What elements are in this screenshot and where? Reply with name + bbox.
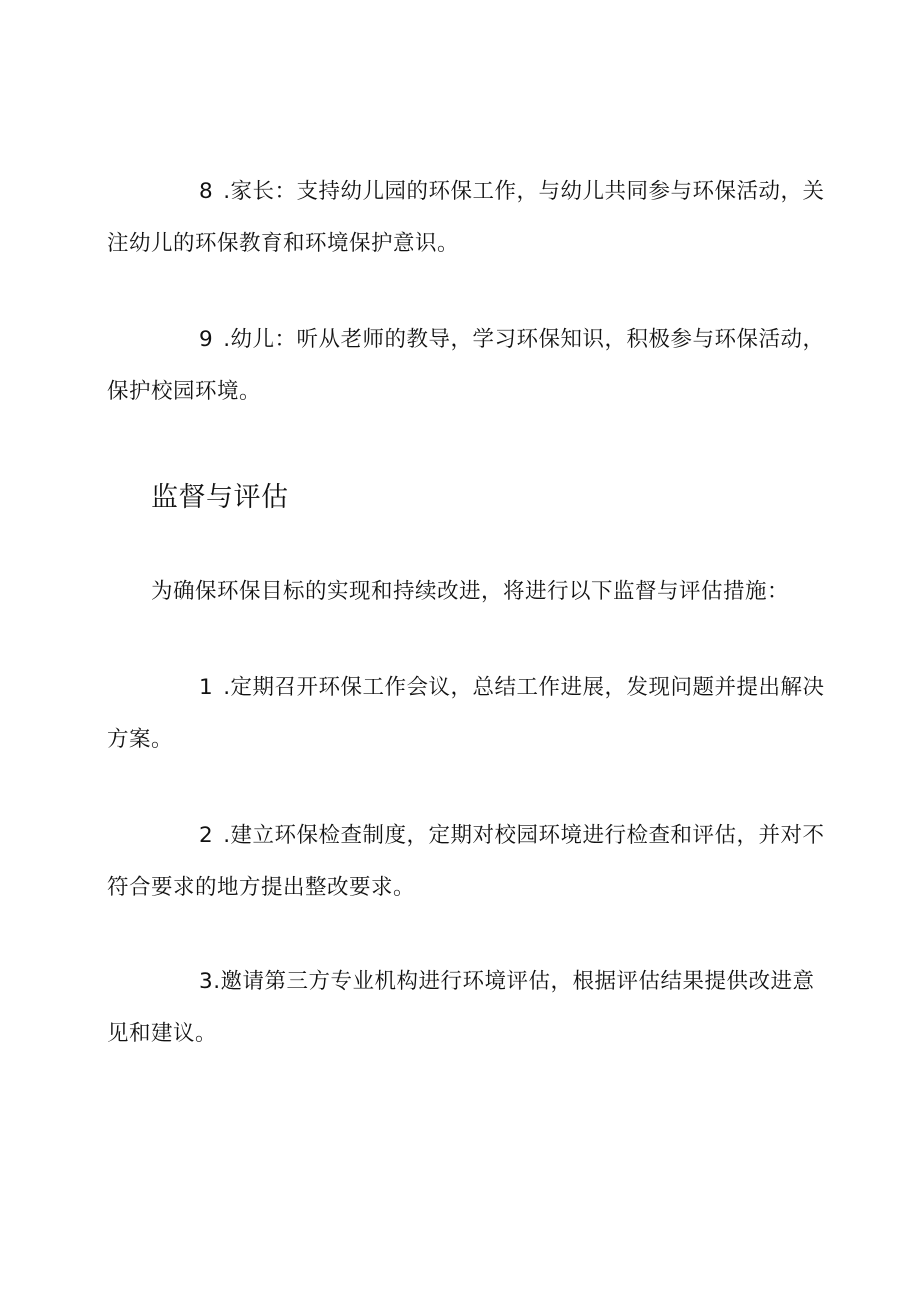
measure-item-number: 3: [199, 969, 214, 994]
section-heading: 监督与评估: [151, 482, 289, 513]
role-item-text: .幼儿：听从老师的教导，学习环保知识，积极参与环保活动，保护校园环境。: [107, 327, 825, 404]
measure-item-number: 1: [199, 675, 214, 700]
measure-item-text: .定期召开环保工作会议，总结工作进展，发现问题并提出解决方案。: [107, 675, 825, 752]
section-intro: 为确保环保目标的实现和持续改进，将进行以下监督与评估措施：: [151, 579, 790, 604]
role-item-number: 9: [199, 327, 214, 352]
role-item-text: .家长：支持幼儿园的环保工作，与幼儿共同参与环保活动，关注幼儿的环保教育和环境保护意识。: [107, 179, 825, 256]
role-item-number: 8: [199, 179, 214, 204]
measure-item: [107, 662, 827, 766]
role-item-children: [107, 314, 827, 418]
measure-item-text: .邀请第三方专业机构进行环境评估，根据评估结果提供改进意见和建议。: [107, 969, 815, 1046]
measure-item: [107, 810, 827, 914]
measure-item-text: .建立环保检查制度，定期对校园环境进行检查和评估，并对不符合要求的地方提出整改要求。: [107, 823, 825, 900]
role-item-parents: [107, 166, 827, 270]
measure-item: [107, 956, 827, 1060]
measure-item-number: 2: [199, 823, 214, 848]
